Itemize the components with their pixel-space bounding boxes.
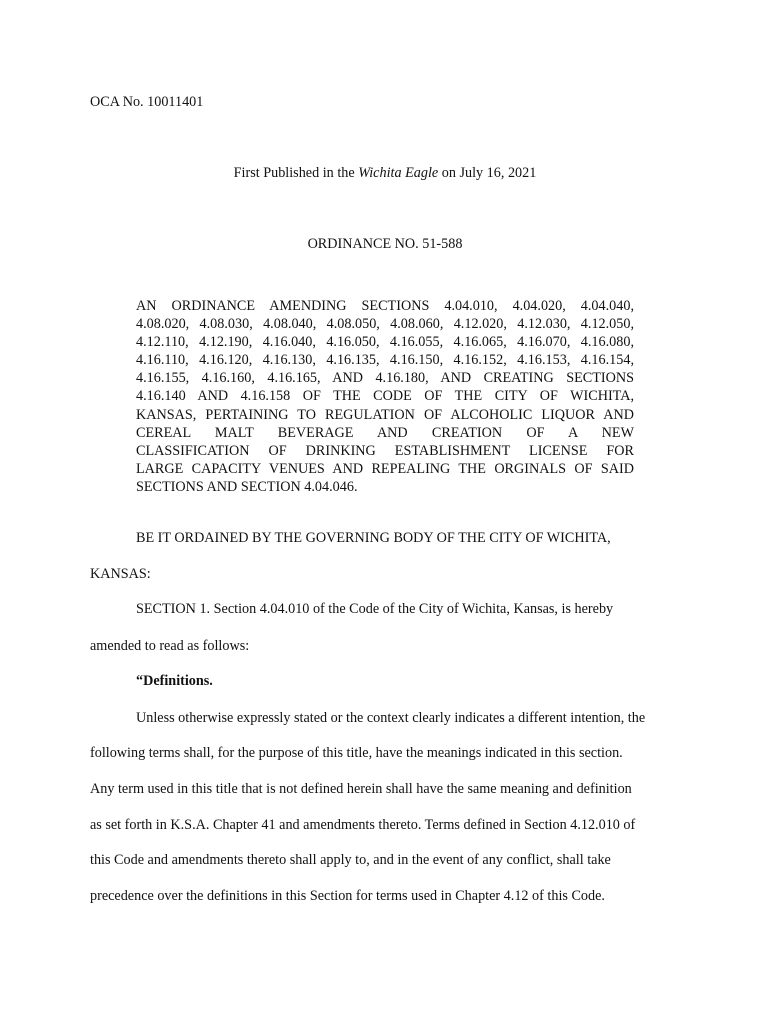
title-line: 4.08.020, 4.08.030, 4.08.040, 4.08.050, 4.08.060, 4.12.020, 4.12.030, 4.12.050, [136, 316, 634, 333]
paragraph-line: following terms shall, for the purpose of this title, have the meanings indicated in this section. [90, 745, 623, 761]
paragraph-line: precedence over the definitions in this Section for terms used in Chapter 4.12 of this Code. [90, 888, 605, 904]
title-line: LARGE CAPACITY VENUES AND REPEALING THE ORGINALS OF SAID [136, 460, 634, 477]
title-line: AN ORDINANCE AMENDING SECTIONS 4.04.010, 4.04.020, 4.04.040, [136, 298, 634, 314]
paragraph-line: Unless otherwise expressly stated or the context clearly indicates a different intention, the [136, 710, 646, 726]
section-1-text-continued: amended to read as follows: [90, 638, 250, 654]
enacting-clause: BE IT ORDAINED BY THE GOVERNING BODY OF THE CITY OF WICHITA, [136, 530, 611, 546]
publication-notice [0, 165, 770, 182]
ordinance-number: ORDINANCE NO. 51-588 [307, 236, 463, 252]
paragraph-line: as set forth in K.S.A. Chapter 41 and amendments thereto. Terms defined in Section 4.12.010 of [90, 817, 636, 833]
title-line: CLASSIFICATION OF DRINKING ESTABLISHMENT LICENSE FOR [136, 442, 634, 459]
definitions-heading: “Definitions. [136, 673, 213, 689]
section-1-text: SECTION 1. Section 4.04.010 of the Code of the City of Wichita, Kansas, is hereby [136, 601, 614, 617]
oca-number: OCA No. 10011401 [90, 94, 204, 110]
title-line: 4.16.155, 4.16.160, 4.16.165, AND 4.16.180, AND CREATING SECTIONS [136, 370, 634, 387]
title-line: CEREAL MALT BEVERAGE AND CREATION OF A NEW [136, 424, 634, 441]
enacting-clause-continued: KANSAS: [90, 566, 151, 582]
publication-suffix: on July 16, 2021 [438, 165, 537, 181]
title-line: SECTIONS AND SECTION 4.04.046. [136, 478, 358, 495]
paragraph-line: this Code and amendments thereto shall apply to, and in the event of any conflict, shall take [90, 852, 611, 868]
ordinance-title [136, 297, 634, 496]
title-line: KANSAS, PERTAINING TO REGULATION OF ALCOHOLIC LIQUOR AND [136, 406, 634, 423]
paragraph-line: Any term used in this title that is not defined herein shall have the same meaning and definition [90, 781, 632, 797]
title-line: 4.16.140 AND 4.16.158 OF THE CODE OF THE CITY OF WICHITA, [136, 388, 634, 405]
title-line: 4.12.110, 4.12.190, 4.16.040, 4.16.050, 4.16.055, 4.16.065, 4.16.070, 4.16.080, [136, 334, 634, 351]
title-line: 4.16.110, 4.16.120, 4.16.130, 4.16.135, 4.16.150, 4.16.152, 4.16.153, 4.16.154, [136, 352, 634, 369]
publication-prefix: First Published in the [233, 165, 359, 181]
publication-paper: Wichita Eagle [358, 165, 439, 181]
